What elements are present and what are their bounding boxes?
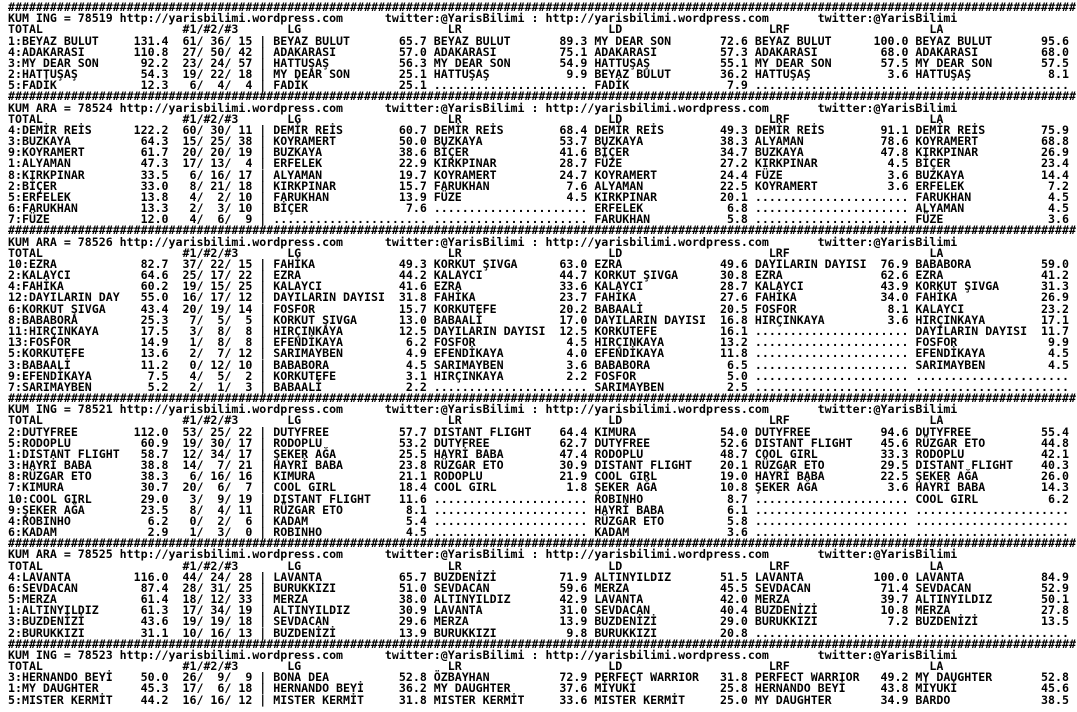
- table-row: 5:RODOPLU 60.9 19/ 30/ 17 | RODOPLU 53.2 DUTYFREE 62.7 DUTYFREE 52.6 DISTANT FLIGHT 45.6 RÜZGAR ETO 44.8: [8, 435, 1069, 450]
- table-row: 9:KOYRAMERT 61.7 20/ 20/ 19 | BUZKAYA 38.6 BİÇER 41.6 BİÇER 34.7 BUZKAYA 47.8 KIRKPINAR 26.9: [8, 145, 1069, 160]
- table-row: 6:FARUKHAN 13.3 2/ 3/ 10 | BİÇER 7.6 ...................... ERFELEK 6.8 ...................... ALYAMAN 4.5: [8, 201, 1069, 216]
- table-row: 8:RÜZGAR ETO 38.3 6/ 16/ 16 | KIMURA 21.1 RODOPLU 21.9 COOL GIRL 19.0 HAYRİ BABA 22.5 ŞEKER AĞA 26.0: [8, 469, 1069, 484]
- separator-line: #########################################################################################################################################################: [8, 636, 1076, 651]
- table-row: 8:KIRKPINAR 33.5 6/ 16/ 17 | ALYAMAN 19.7 KOYRAMERT 24.7 KOYRAMERT 24.4 FÜZE 3.6 BUZKAYA 14.4: [8, 167, 1069, 182]
- table-row: 1:DISTANT FLIGHT 58.7 12/ 34/ 17 | ŞEKER AĞA 25.5 HAYRİ BABA 47.4 RODOPLU 48.7 COOL GIRL 33.3 RODOPLU 42.1: [8, 446, 1069, 461]
- table-row: 9:ŞEKER AĞA 23.5 8/ 4/ 11 | RÜZGAR ETO 8.1 ...................... HAYRİ BABA 6.1 ...................... ......................: [8, 502, 1069, 517]
- table-row: 7:FÜZE 12.0 4/ 6/ 9 | ...................... ...................... FARUKHAN 5.8 ...................... FÜZE 3.6: [8, 212, 1069, 227]
- table-row: 10:EZRA 82.7 37/ 22/ 15 | FAHİKA 49.3 KORKUT ŞIVGA 63.0 EZRA 49.6 DAYILARIN DAYISI 76.9 BABABORA 59.0: [8, 256, 1069, 271]
- table-row: 12:DAYILARIN DAY 55.0 16/ 17/ 12 | DAYILARIN DAYISI 31.8 FAHİKA 23.7 FAHİKA 27.6 FAHİKA 34.0 FAHİKA 26.9: [8, 290, 1069, 305]
- column-headers: TOTAL #1/#2/#3 LG LR LD LRF LA: [8, 413, 944, 428]
- report-section-78519: [8, 2, 1077, 91]
- table-row: 4:LAVANTA 116.0 44/ 24/ 28 | LAVANTA 65.7 BUZDENİZİ 71.9 ALTINYILDIZ 51.5 LAVANTA 100.0 LAVANTA 84.9: [8, 569, 1069, 584]
- table-row: 5:FADİK 12.3 6/ 4/ 4 | FADİK 25.1 ...................... FADİK 7.9 ...................... ......................: [8, 78, 1069, 93]
- table-row: 11:HIRÇINKAYA 17.5 3/ 8/ 8 | HIRÇINKAYA 12.5 DAYILARIN DAYISI 12.5 KORKUTEFE 16.1 ...................... DAYILARIN DAYISI 11.7: [8, 323, 1069, 338]
- table-row: 6:KADAM 2.9 1/ 3/ 0 | ROBINHO 4.5 ...................... KADAM 3.6 ...................... ......................: [8, 525, 1069, 540]
- report-section-78521: [8, 393, 1077, 538]
- section-title: KUM ARA = 78525 http://yarisbilimi.wordpress.com twitter:@YarisBilimi : http://yarisbilimi.wordpress.com twitter:@YarisBilimi: [8, 547, 958, 562]
- section-title: KUM ARA = 78524 http://yarisbilimi.wordpress.com twitter:@YarisBilimi : http://yarisbilimi.wordpress.com twitter:@YarisBilimi: [8, 100, 958, 115]
- table-row: 2:KALAYCI 64.6 25/ 17/ 22 | EZRA 44.2 KALAYCI 44.7 KORKUT ŞIVGA 30.8 EZRA 62.6 EZRA 41.2: [8, 268, 1069, 283]
- section-title: KUM ING = 78519 http://yarisbilimi.wordpress.com twitter:@YarisBilimi : http://yarisbilimi.wordpress.com twitter:@YarisBilimi: [8, 11, 958, 26]
- column-headers: TOTAL #1/#2/#3 LG LR LD LRF LA: [8, 659, 944, 674]
- table-row: 3:HERNANDO BEYİ 50.0 26/ 9/ 9 | BONA DEA 52.8 ÖZBAYHAN 72.9 PERFECT WARRIOR 31.8 PERFECT WARRIOR 49.2 MY DAUGHTER 52.8: [8, 670, 1069, 685]
- table-row: 9:EFENDİKAYA 7.5 4/ 5/ 2 | KORKUTEFE 3.1 HIRÇINKAYA 2.2 FOSFOR 5.0 ...................... ......................: [8, 368, 1069, 383]
- table-row: 10:COOL GIRL 29.0 3/ 9/ 19 | DISTANT FLIGHT 11.6 ...................... ROBINHO 8.7 ...................... COOL GIRL 6.2: [8, 491, 1069, 506]
- column-headers: TOTAL #1/#2/#3 LG LR LD LRF LA: [8, 111, 944, 126]
- separator-line: #########################################################################################################################################################: [8, 536, 1076, 551]
- table-row: 5:MISTER KERMİT 44.2 16/ 16/ 12 | MISTER KERMİT 31.8 MISTER KERMİT 33.6 MISTER KERMİT 25.0 MY DAUGHTER 34.9 BARDO 38.5: [8, 692, 1069, 707]
- table-row: 4:FAHİKA 60.2 19/ 15/ 25 | KALAYCI 41.6 EZRA 33.6 KALAYCI 28.7 KALAYCI 43.9 KORKUT ŞIVGA 31.3: [8, 279, 1069, 294]
- separator-line: #########################################################################################################################################################: [8, 223, 1076, 238]
- table-row: 4:DEMİR REİS 122.2 60/ 30/ 11 | DEMİR REİS 60.7 DEMİR REİS 68.4 DEMİR REİS 49.3 DEMİR REİS 91.1 DEMİR REİS 75.9: [8, 122, 1069, 137]
- report-section-78523: [8, 636, 1077, 707]
- section-title: KUM ING = 78521 http://yarisbilimi.wordpress.com twitter:@YarisBilimi : http://yarisbilimi.wordpress.com twitter:@YarisBilimi: [8, 402, 958, 417]
- table-row: 2:BİÇER 33.0 8/ 21/ 18 | KIRKPINAR 15.7 FARUKHAN 7.6 ALYAMAN 22.5 KOYRAMERT 3.6 ERFELEK 7.2: [8, 178, 1069, 193]
- table-row: 4:ROBINHO 6.2 0/ 2/ 6 | KADAM 5.4 ...................... RÜZGAR ETO 5.8 ...................... ......................: [8, 513, 1069, 528]
- table-row: 3:MY DEAR SON 92.2 23/ 24/ 57 | HATTUŞAŞ 56.3 MY DEAR SON 54.9 HATTUŞAŞ 55.1 MY DEAR SON 57.5 MY DEAR SON 57.5: [8, 55, 1069, 70]
- table-row: 1:ALYAMAN 47.3 17/ 13/ 4 | ERFELEK 22.9 KIRKPINAR 28.7 FÜZE 27.2 KIRKPINAR 4.5 BİÇER 23.4: [8, 156, 1069, 171]
- column-headers: TOTAL #1/#2/#3 LG LR LD LRF LA: [8, 245, 944, 260]
- table-row: 7:SARIMAYBEN 5.2 2/ 1/ 3 | BABAALİ 2.2 ...................... SARIMAYBEN 2.5 ...................... ......................: [8, 379, 1069, 394]
- table-row: 2:HATTUŞAŞ 54.3 19/ 22/ 18 | MY DEAR SON 25.1 HATTUŞAŞ 9.9 BEYAZ BULUT 36.2 HATTUŞAŞ 3.6 HATTUŞAŞ 8.1: [8, 67, 1069, 82]
- table-row: 5:KORKUTEFE 13.6 2/ 7/ 12 | SARIMAYBEN 4.9 EFENDİKAYA 4.0 EFENDİKAYA 11.8 ...................... EFENDİKAYA 4.5: [8, 346, 1069, 361]
- separator-line: #########################################################################################################################################################: [8, 391, 1076, 406]
- table-row: 4:ADAKARASI 110.8 27/ 50/ 42 | ADAKARASI 57.0 ADAKARASI 75.1 ADAKARASI 57.3 ADAKARASI 68.0 ADAKARASI 68.0: [8, 44, 1069, 59]
- table-row: 2:BURUKKIZI 31.1 10/ 16/ 13 | BUZDENİZİ 13.9 BURUKKIZI 9.8 BURUKKIZI 20.8 ...................... ......................: [8, 625, 1069, 640]
- table-row: 3:BABAALİ 11.2 0/ 12/ 10 | BABABORA 4.5 SARIMAYBEN 3.6 BABABORA 6.5 ...................... SARIMAYBEN 4.5: [8, 357, 1069, 372]
- table-row: 8:BABABORA 25.3 7/ 5/ 5 | KORKUT ŞIVGA 13.0 BABAALİ 17.0 DAYILARIN DAYISI 16.8 HIRÇINKAYA 3.6 HIRÇINKAYA 17.1: [8, 312, 1069, 327]
- table-row: 7:KIMURA 30.7 20/ 6/ 7 | COOL GIRL 18.4 COOL GIRL 1.8 ŞEKER AĞA 10.8 ŞEKER AĞA 3.6 HAYRİ BABA 14.3: [8, 480, 1069, 495]
- report-section-78526: [8, 225, 1077, 393]
- table-row: 6:SEVDACAN 87.4 28/ 31/ 25 | BURUKKIZI 51.0 SEVDACAN 59.6 MERZA 45.5 SEVDACAN 71.4 SEVDACAN 52.9: [8, 580, 1069, 595]
- table-row: 2:DUTYFREE 112.0 53/ 25/ 22 | DUTYFREE 57.7 DISTANT FLIGHT 64.4 KIMURA 54.0 DUTYFREE 94.6 DUTYFREE 55.4: [8, 424, 1069, 439]
- table-row: 3:BUZDENİZİ 43.6 19/ 19/ 18 | SEVDACAN 29.6 MERZA 13.9 BUZDENİZİ 29.0 BURUKKIZI 7.2 BUZDENİZİ 13.5: [8, 614, 1069, 629]
- table-row: 13:FOSFOR 14.9 1/ 8/ 8 | EFENDİKAYA 6.2 FOSFOR 4.5 HIRÇINKAYA 13.2 ...................... FOSFOR 9.9: [8, 335, 1069, 350]
- table-row: 1:ALTINYILDIZ 61.3 17/ 34/ 19 | ALTINYILDIZ 30.9 LAVANTA 31.0 SEVDACAN 40.4 BUZDENİZİ 10.8 MERZA 27.8: [8, 603, 1069, 618]
- section-title: KUM ING = 78523 http://yarisbilimi.wordpress.com twitter:@YarisBilimi : http://yarisbilimi.wordpress.com twitter:@YarisBilimi: [8, 647, 958, 662]
- table-row: 1:MY DAUGHTER 45.3 17/ 6/ 18 | HERNANDO BEYİ 36.2 MY DAUGHTER 37.6 MİYUKİ 25.8 HERNANDO BEYİ 43.8 MİYUKİ 45.6: [8, 681, 1069, 696]
- table-row: 5:ERFELEK 13.8 4/ 2/ 10 | FARUKHAN 13.9 FÜZE 4.5 KIRKPINAR 20.1 ...................... FARUKHAN 4.5: [8, 189, 1069, 204]
- separator-line: #########################################################################################################################################################: [8, 89, 1076, 104]
- report-section-78525: [8, 538, 1077, 639]
- table-row: 6:KORKUT ŞIVGA 43.4 20/ 19/ 14 | FOSFOR 15.7 KORKUTEFE 20.2 BABAALİ 20.5 FOSFOR 8.1 KALAYCI 23.2: [8, 301, 1069, 316]
- report-section-78524: [8, 91, 1077, 225]
- column-headers: TOTAL #1/#2/#3 LG LR LD LRF LA: [8, 22, 944, 37]
- section-title: KUM ARA = 78526 http://yarisbilimi.wordpress.com twitter:@YarisBilimi : http://yarisbilimi.wordpress.com twitter:@YarisBilimi: [8, 234, 958, 249]
- column-headers: TOTAL #1/#2/#3 LG LR LD LRF LA: [8, 558, 944, 573]
- table-row: 1:BEYAZ BULUT 131.4 61/ 36/ 15 | BEYAZ BULUT 65.7 BEYAZ BULUT 89.3 MY DEAR SON 72.6 BEYAZ BULUT 100.0 BEYAZ BULUT 95.6: [8, 33, 1069, 48]
- table-row: 3:BUZKAYA 64.3 15/ 25/ 38 | KOYRAMERT 50.0 BUZKAYA 53.7 BUZKAYA 38.3 ALYAMAN 78.6 KOYRAMERT 68.8: [8, 134, 1069, 149]
- separator-line: #########################################################################################################################################################: [8, 0, 1076, 14]
- table-row: 5:MERZA 61.4 18/ 12/ 33 | MERZA 38.0 ALTINYILDIZ 42.9 LAVANTA 42.0 MERZA 39.7 ALTINYILDIZ 50.1: [8, 592, 1069, 607]
- table-row: 3:HAYRİ BABA 38.8 14/ 7/ 21 | HAYRİ BABA 23.8 RÜZGAR ETO 30.9 DISTANT FLIGHT 20.1 RÜZGAR ETO 29.5 DISTANT FLIGHT 40.3: [8, 458, 1069, 473]
